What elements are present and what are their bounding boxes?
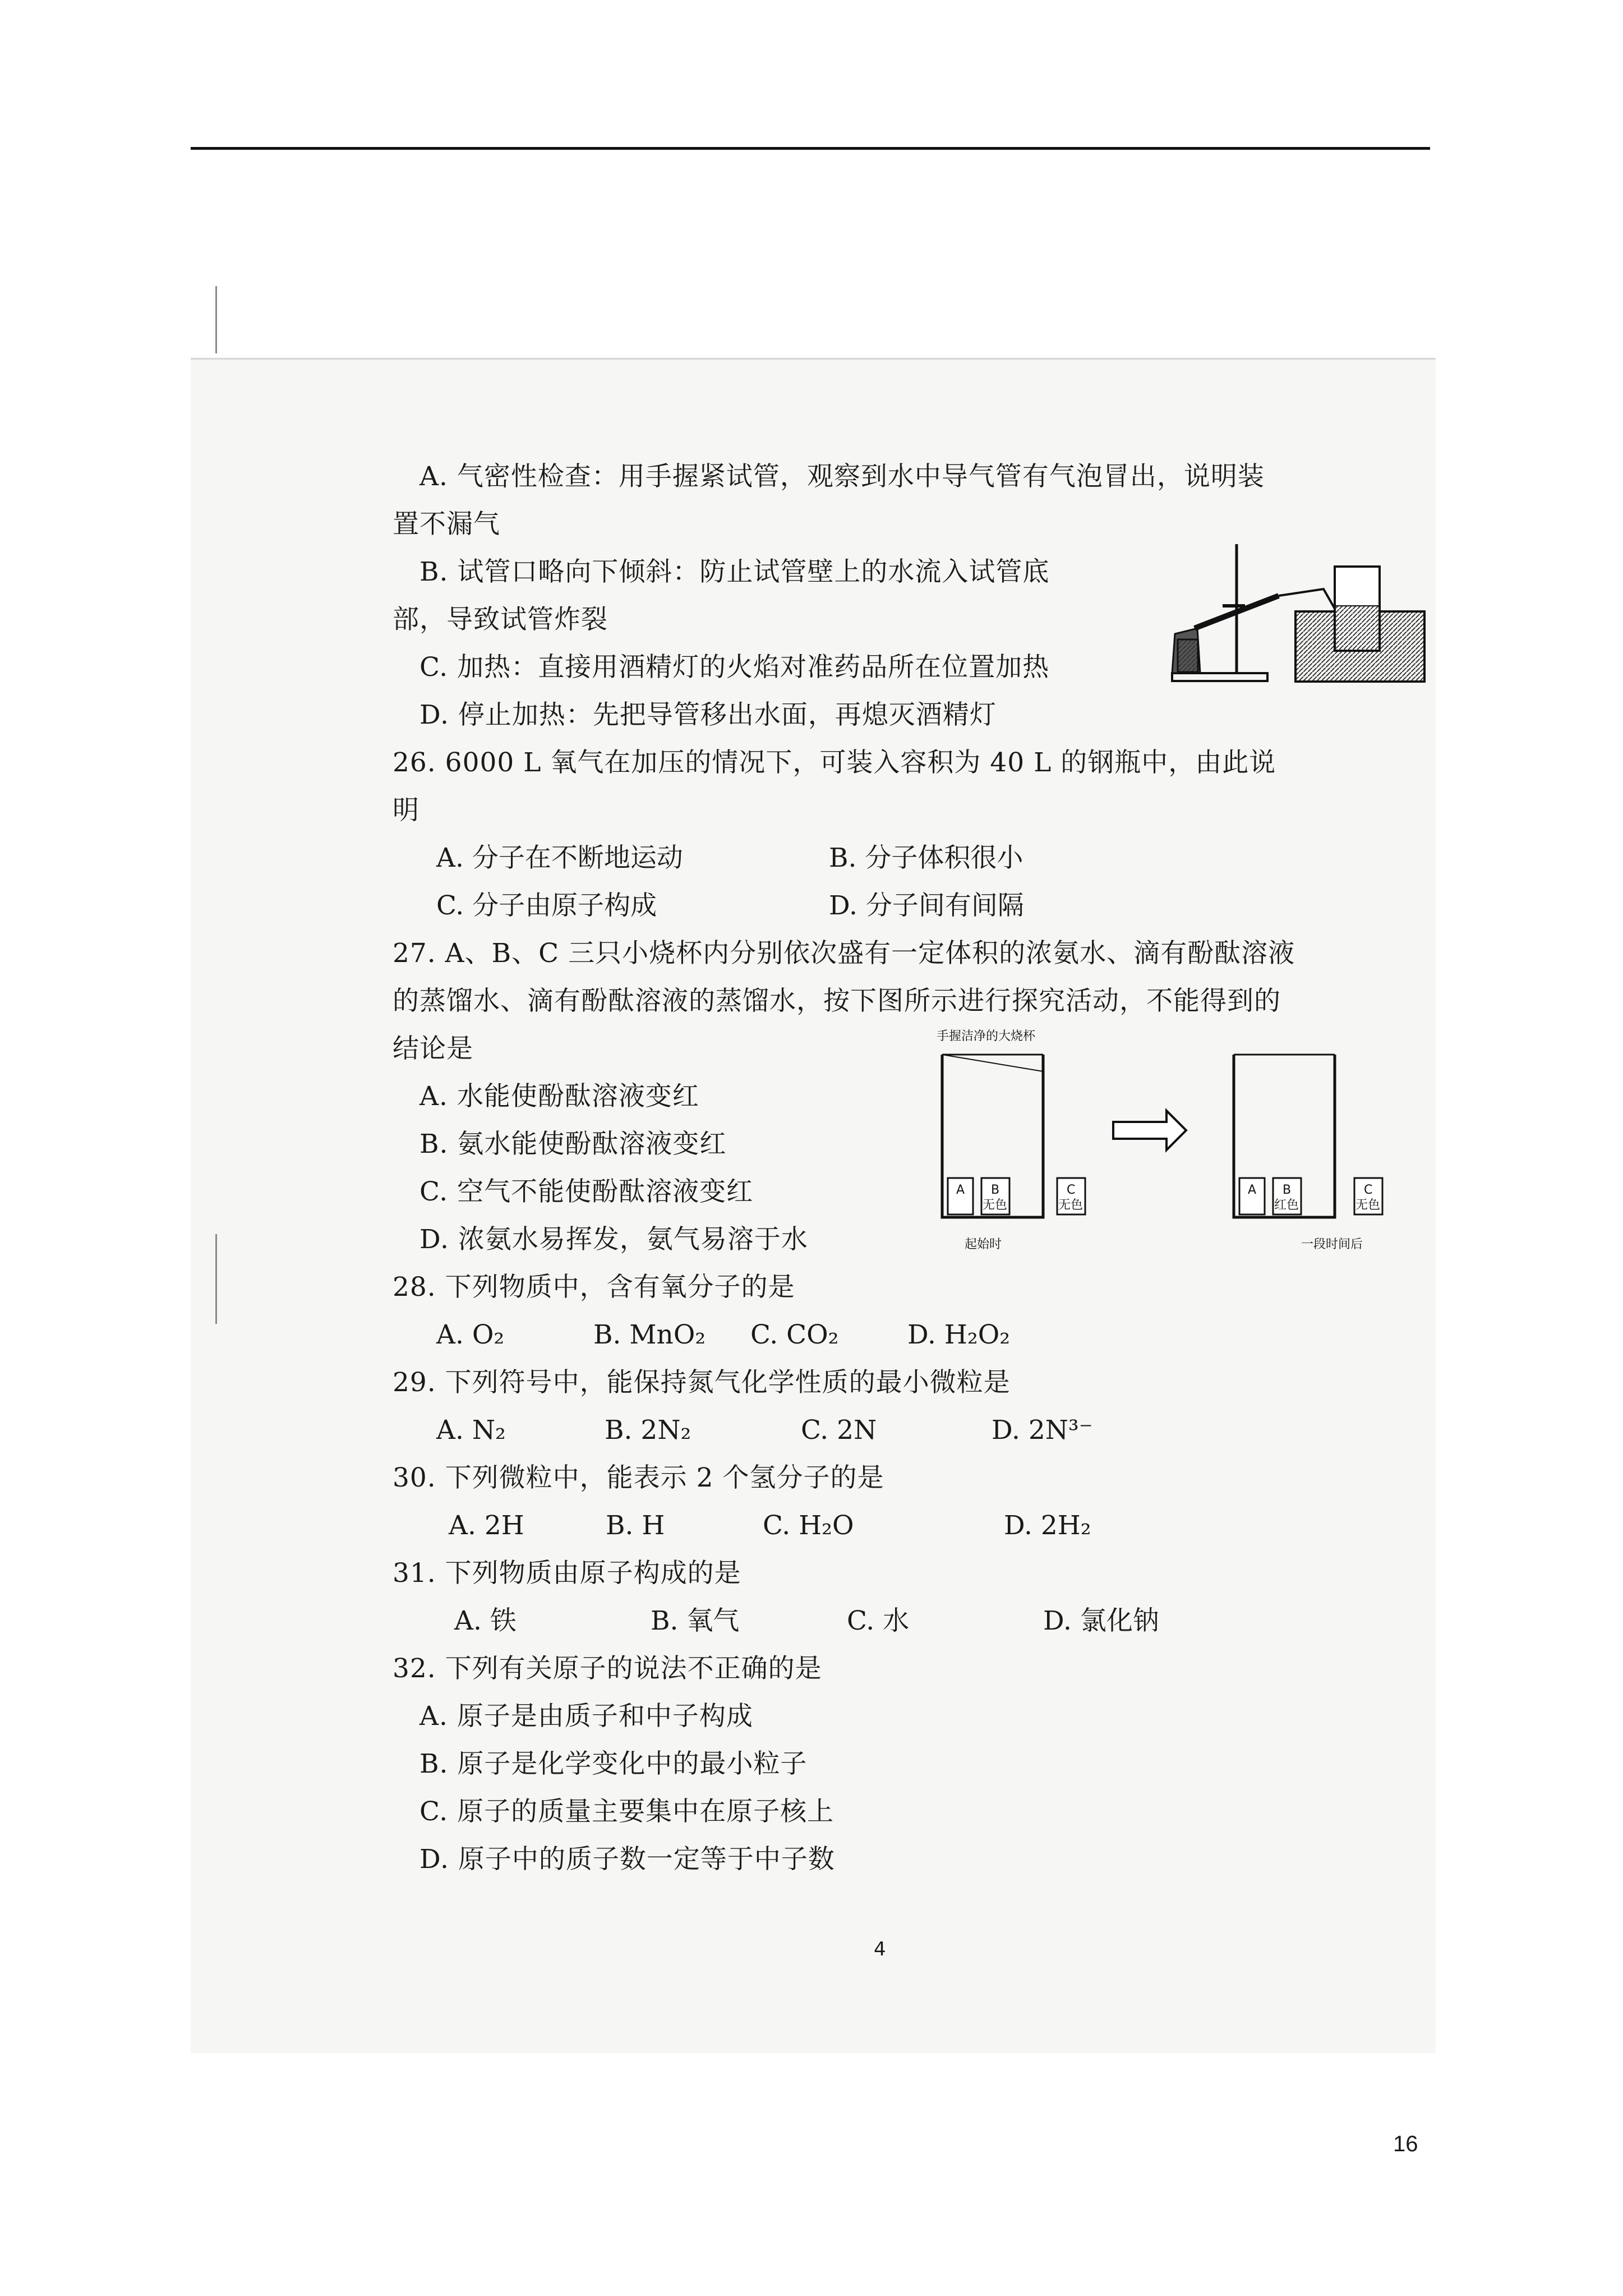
q31-option-d: D. 氯化钠 — [1043, 1605, 1159, 1636]
end-label: 一段时间后 — [1301, 1237, 1363, 1251]
footer-page-number: 16 — [1393, 2132, 1418, 2156]
q28-option-d: D. H₂O₂ — [907, 1319, 1011, 1350]
q27-option-b: B. 氨水能使酚酞溶液变红 — [419, 1129, 727, 1159]
q31-option-a: A. 铁 — [454, 1605, 517, 1636]
q28-option-a: A. O₂ — [436, 1319, 505, 1350]
q31-stem: 31. 下列物质由原子构成的是 — [393, 1558, 741, 1589]
q26-option-c: C. 分子由原子构成 — [436, 890, 657, 921]
beaker-a-label-after: A — [1248, 1183, 1257, 1197]
beaker-b-label: B — [991, 1183, 1000, 1197]
q28-option-c: C. CO₂ — [750, 1319, 839, 1350]
start-label: 起始时 — [965, 1237, 1002, 1251]
q32-stem: 32. 下列有关原子的说法不正确的是 — [393, 1653, 822, 1684]
q31-option-c: C. 水 — [847, 1605, 910, 1636]
q26-stem-line2: 明 — [393, 795, 419, 826]
beaker-c-label: C — [1067, 1183, 1076, 1197]
q30-option-a: A. 2H — [449, 1510, 524, 1541]
q26-stem-line1: 26. 6000 L 氧气在加压的情况下，可装入容积为 40 L 的钢瓶中，由此说 — [393, 747, 1276, 778]
q26-option-a: A. 分子在不断地运动 — [436, 843, 683, 873]
beaker-c-state-after: 无色 — [1355, 1198, 1381, 1212]
q27-option-a: A. 水能使酚酞溶液变红 — [419, 1081, 699, 1112]
beaker-b-state-after: 红色 — [1274, 1198, 1299, 1212]
q27-stem-line1: 27. A、B、C 三只小烧杯内分别依次盛有一定体积的浓氨水、滴有酚酞溶液 — [393, 938, 1295, 969]
q30-stem: 30. 下列微粒中，能表示 2 个氢分子的是 — [393, 1462, 884, 1493]
q25-option-a-line1: A. 气密性检查：用手握紧试管，观察到水中导气管有气泡冒出，说明装 — [419, 461, 1265, 492]
q29-option-a: A. N₂ — [436, 1415, 506, 1446]
heating-apparatus-figure — [1155, 533, 1436, 712]
q32-option-c: C. 原子的质量主要集中在原子核上 — [419, 1796, 834, 1827]
ammonia-diffusion-figure — [931, 1027, 1436, 1257]
beaker-c-state: 无色 — [1058, 1198, 1083, 1212]
beaker-c-label-after: C — [1364, 1183, 1373, 1197]
fold-line — [191, 358, 1436, 360]
q27-option-c: C. 空气不能使酚酞溶液变红 — [419, 1176, 754, 1207]
q32-option-b: B. 原子是化学变化中的最小粒子 — [419, 1749, 808, 1779]
q25-option-c: C. 加热：直接用酒精灯的火焰对准药品所在位置加热 — [419, 652, 1050, 683]
margin-mark — [215, 286, 217, 353]
q28-stem: 28. 下列物质中，含有氧分子的是 — [393, 1272, 795, 1303]
beaker-b-label-after: B — [1283, 1183, 1292, 1197]
q29-option-d: D. 2N³⁻ — [992, 1415, 1093, 1446]
q29-option-b: B. 2N₂ — [605, 1415, 691, 1446]
q30-option-c: C. H₂O — [763, 1510, 854, 1541]
q32-option-a: A. 原子是由质子和中子构成 — [419, 1701, 753, 1732]
arrow-icon — [1113, 1111, 1186, 1150]
q26-option-b: B. 分子体积很小 — [829, 843, 1023, 873]
q29-stem: 29. 下列符号中，能保持氮气化学性质的最小微粒是 — [393, 1367, 1011, 1398]
figure-caption-arrow — [942, 1055, 1043, 1071]
q27-option-d: D. 浓氨水易挥发，氨气易溶于水 — [419, 1224, 808, 1255]
figure-caption-beaker: 手握洁净的大烧杯 — [937, 1029, 1036, 1043]
q25-option-a-line2: 置不漏气 — [393, 509, 500, 540]
q30-option-d: D. 2H₂ — [1004, 1510, 1091, 1541]
q25-option-b-line1: B. 试管口略向下倾斜：防止试管壁上的水流入试管底 — [419, 556, 1050, 587]
margin-mark — [215, 1234, 217, 1324]
beaker-a-label: A — [956, 1183, 965, 1197]
q32-option-d: D. 原子中的质子数一定等于中子数 — [419, 1844, 835, 1875]
q27-stem-line3: 结论是 — [393, 1033, 473, 1064]
q31-option-b: B. 氧气 — [651, 1605, 740, 1636]
header-rule — [191, 147, 1430, 150]
q27-stem-line2: 的蒸馏水、滴有酚酞溶液的蒸馏水，按下图所示进行探究活动，不能得到的 — [393, 986, 1281, 1016]
q26-option-d: D. 分子间有间隔 — [829, 890, 1024, 921]
q29-option-c: C. 2N — [801, 1415, 877, 1446]
q30-option-b: B. H — [606, 1510, 665, 1541]
beaker-b-state: 无色 — [983, 1198, 1008, 1212]
q28-option-b: B. MnO₂ — [593, 1319, 706, 1350]
page-number: 4 — [874, 1938, 886, 1961]
q25-option-d: D. 停止加热：先把导管移出水面，再熄灭酒精灯 — [419, 700, 997, 730]
q25-option-b-line2: 部，导致试管炸裂 — [393, 604, 608, 635]
